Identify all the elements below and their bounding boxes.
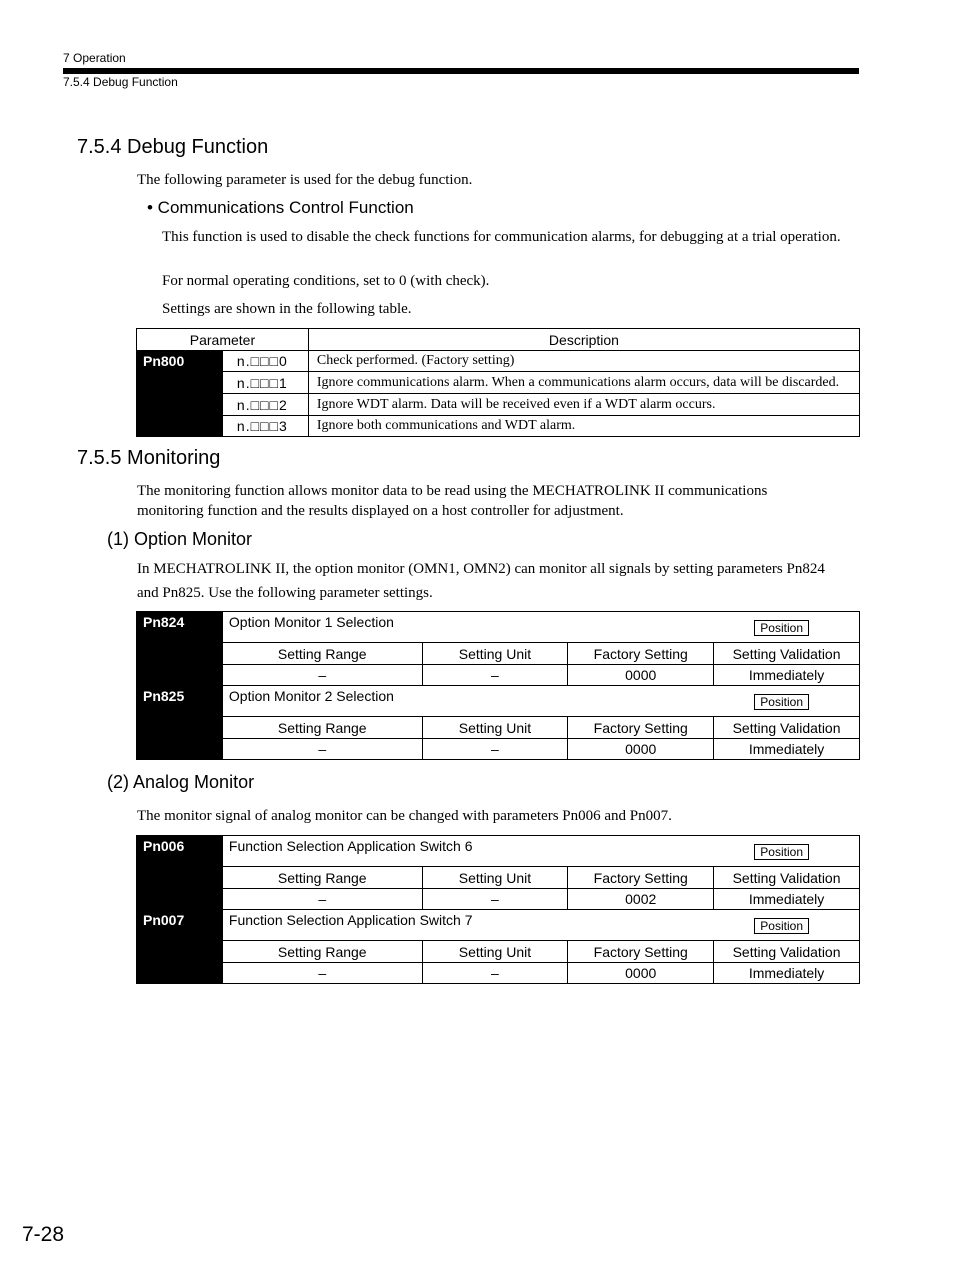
debug-para-3: Settings are shown in the following table. — [162, 301, 412, 317]
value-factory-setting: 0002 — [568, 889, 714, 910]
value-setting-validation: Immediately — [714, 739, 860, 760]
setting-code: n.□□□0 — [222, 351, 308, 372]
section-title-monitoring: 7.5.5 Monitoring — [77, 447, 221, 469]
monitoring-intro: The monitoring function allows monitor data to be read using the MECHATROLINK II communications monitoring function and the results displayed on a host controller for adjustment. — [137, 483, 768, 519]
value-setting-unit: – — [422, 665, 568, 686]
setting-description: Ignore both communications and WDT alarm. — [308, 416, 859, 437]
value-factory-setting: 0000 — [568, 665, 714, 686]
col-factory-setting: Factory Setting — [568, 643, 714, 665]
col-setting-unit: Setting Unit — [422, 643, 568, 665]
section-title-debug: 7.5.4 Debug Function — [77, 136, 269, 158]
col-setting-validation: Setting Validation — [714, 941, 860, 963]
bullet-communications-control: • Communications Control Function — [147, 198, 414, 217]
param-id-pn800: Pn800 — [137, 351, 223, 437]
col-header-parameter: Parameter — [137, 329, 309, 351]
param-name: Function Selection Application Switch 7 — [228, 912, 473, 928]
col-setting-unit: Setting Unit — [422, 941, 568, 963]
col-setting-validation: Setting Validation — [714, 867, 860, 889]
value-setting-unit: – — [422, 963, 568, 984]
pn006-pn007-table — [136, 835, 860, 984]
position-badge: Position — [754, 844, 809, 860]
pn824-pn825-table — [136, 611, 860, 760]
value-setting-validation: Immediately — [714, 963, 860, 984]
pn800-table — [136, 328, 860, 437]
page-number: 7-28 — [22, 1223, 65, 1246]
position-badge: Position — [754, 620, 809, 636]
option-monitor-para: In MECHATROLINK II, the option monitor (OMN1, OMN2) can monitor all signals by setting parameters Pn824 and Pn825. Use the following parameter settings. — [137, 561, 825, 601]
param-name: Function Selection Application Switch 6 — [228, 838, 473, 854]
debug-para-1: This function is used to disable the check functions for communication alarms, for debugging at a trial operation. — [162, 229, 841, 245]
param-id-pn824: Pn824 — [137, 612, 223, 686]
setting-description: Ignore WDT alarm. Data will be received even if a WDT alarm occurs. — [308, 394, 859, 416]
debug-para-2: For normal operating conditions, set to 0 (with check). — [162, 273, 490, 289]
subsection-option-monitor: (1) Option Monitor — [107, 529, 253, 549]
value-setting-range: – — [222, 963, 422, 984]
param-name: Option Monitor 2 Selection — [228, 688, 394, 704]
param-id-pn006: Pn006 — [137, 836, 223, 910]
setting-description: Check performed. (Factory setting) — [308, 351, 859, 372]
value-setting-validation: Immediately — [714, 665, 860, 686]
col-setting-validation: Setting Validation — [714, 643, 860, 665]
col-setting-validation: Setting Validation — [714, 717, 860, 739]
col-header-description: Description — [308, 329, 859, 351]
position-badge: Position — [754, 918, 809, 934]
setting-code: n.□□□2 — [222, 394, 308, 416]
col-setting-range: Setting Range — [222, 941, 422, 963]
value-setting-validation: Immediately — [714, 889, 860, 910]
col-setting-range: Setting Range — [222, 643, 422, 665]
param-name: Option Monitor 1 Selection — [228, 614, 394, 630]
col-factory-setting: Factory Setting — [568, 867, 714, 889]
value-factory-setting: 0000 — [568, 963, 714, 984]
running-header-section: 7.5.4 Debug Function — [63, 75, 178, 89]
col-factory-setting: Factory Setting — [568, 941, 714, 963]
col-setting-range: Setting Range — [222, 867, 422, 889]
col-setting-unit: Setting Unit — [422, 717, 568, 739]
col-setting-range: Setting Range — [222, 717, 422, 739]
setting-description: Ignore communications alarm. When a communications alarm occurs, data will be discarded. — [308, 372, 859, 394]
value-setting-range: – — [222, 665, 422, 686]
value-setting-range: – — [222, 889, 422, 910]
col-factory-setting: Factory Setting — [568, 717, 714, 739]
col-setting-unit: Setting Unit — [422, 867, 568, 889]
subsection-analog-monitor: (2) Analog Monitor — [107, 772, 255, 792]
param-id-pn825: Pn825 — [137, 686, 223, 760]
debug-intro: The following parameter is used for the debug function. — [137, 172, 473, 188]
value-setting-unit: – — [422, 739, 568, 760]
setting-code: n.□□□1 — [222, 372, 308, 394]
value-setting-range: – — [222, 739, 422, 760]
param-id-pn007: Pn007 — [137, 910, 223, 984]
value-setting-unit: – — [422, 889, 568, 910]
setting-code: n.□□□3 — [222, 416, 308, 437]
running-header-chapter: 7 Operation — [63, 51, 126, 65]
header-rule — [63, 68, 859, 74]
analog-monitor-para: The monitor signal of analog monitor can be changed with parameters Pn006 and Pn007. — [137, 808, 672, 824]
position-badge: Position — [754, 694, 809, 710]
value-factory-setting: 0000 — [568, 739, 714, 760]
